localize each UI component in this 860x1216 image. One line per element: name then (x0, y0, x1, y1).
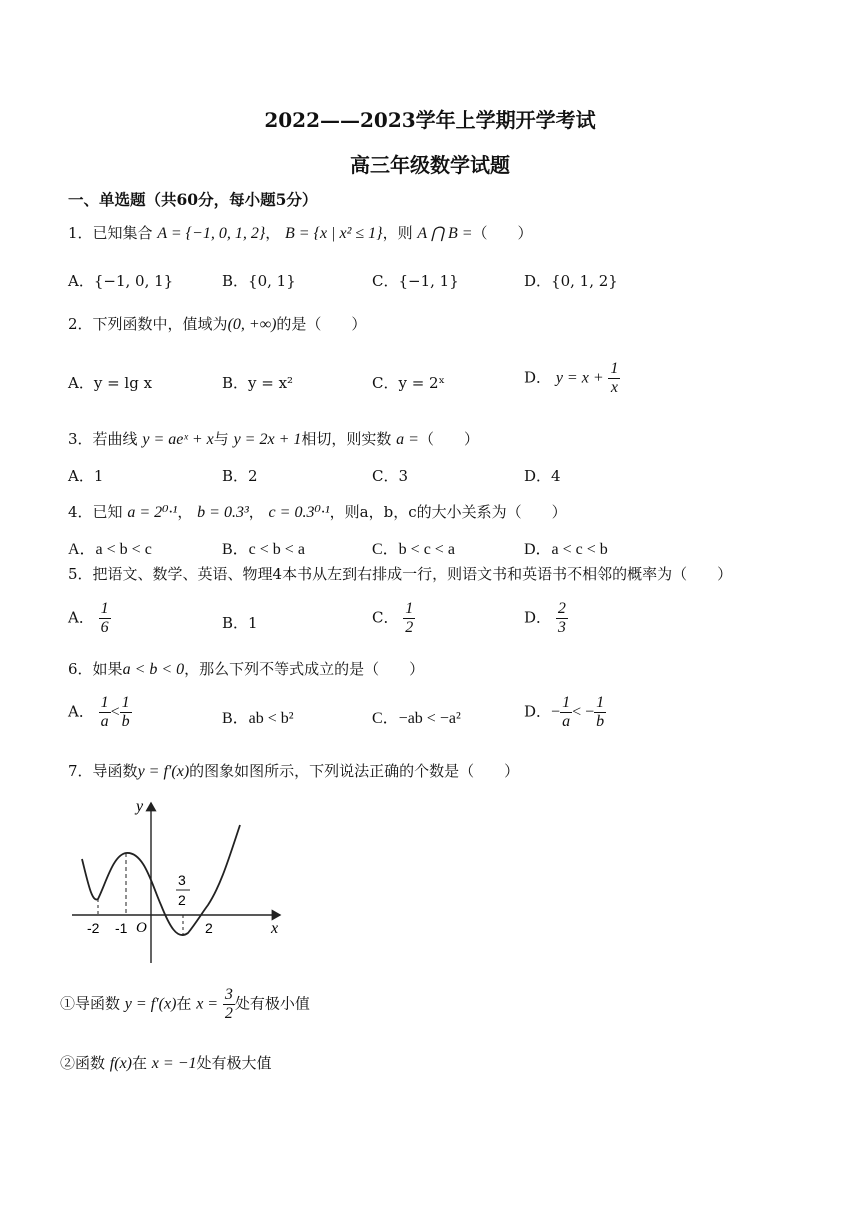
question-number: 4． (68, 503, 93, 521)
tick-label-two: 2 (205, 920, 213, 936)
option-label: D． (524, 368, 552, 387)
answer-paren: （ ） (472, 224, 533, 242)
question-3 (68, 428, 479, 449)
option-a: A．1 (68, 467, 104, 485)
option-c: C．b < c < a (372, 541, 455, 558)
expression: x = −1 (151, 1055, 197, 1072)
fraction-denominator: 2 (178, 892, 186, 908)
curve-expression: y = aeˣ + x (142, 431, 214, 448)
operator: < (110, 703, 120, 721)
option-a (68, 694, 132, 731)
expression-b: b = 0.3³ (197, 504, 249, 521)
expression: x = (196, 995, 219, 1013)
numerator: 3 (224, 986, 233, 1003)
statement-1 (60, 986, 310, 1023)
denominator: a (100, 713, 109, 730)
denominator: a (562, 713, 571, 730)
option-b: B．c < b < a (222, 541, 305, 558)
option-a: A．y = lg x (68, 374, 153, 392)
expression: A ⋂ B = (417, 225, 473, 242)
option-c (372, 600, 415, 637)
fraction (99, 600, 111, 637)
exam-title: 2022——2023学年上学期开学考试 (264, 108, 596, 132)
expression: y = x + (555, 369, 604, 387)
numerator: 2 (557, 600, 566, 617)
option-label: A． (68, 608, 94, 627)
tick-label-minus-one: -1 (115, 920, 128, 936)
expression: a = (396, 431, 419, 448)
denominator: 6 (100, 619, 109, 636)
option-d: D．4 (524, 467, 561, 485)
question-stem: ，那么下列不等式成立的是（ ） (184, 660, 425, 678)
numerator: 1 (121, 694, 130, 711)
x-axis-label: x (271, 920, 279, 937)
option-c: C．3 (372, 467, 409, 485)
connector: 与 (213, 430, 229, 448)
question-stem: 已知集合 (92, 224, 153, 242)
option-c: C．−ab < −a² (372, 710, 461, 727)
separator: ， (177, 503, 193, 521)
expression: y = f′(x) (137, 763, 190, 780)
question-number: 5． (68, 565, 93, 583)
numerator: 1 (100, 600, 109, 617)
expression: f(x) (109, 1055, 132, 1072)
question-1 (68, 222, 533, 243)
option-b: B．1 (222, 614, 258, 632)
answer-paren: （ ） (418, 430, 479, 448)
numerator: 1 (610, 360, 619, 377)
numerator: 1 (562, 694, 571, 711)
question-stem: 的图象如图所示，下列说法正确的个数是（ ） (189, 762, 520, 780)
fraction (120, 694, 132, 731)
question-stem: ，则 (382, 224, 413, 242)
statement-label: ②函数 (60, 1054, 106, 1072)
question-stem: 把语文、数学、英语、物理4本书从左到右排成一行，则语文书和英语书不相邻的概率为（ ） (92, 565, 733, 583)
expression-a: a = 2⁰·¹ (127, 504, 178, 521)
option-c: C．{−1, 1} (372, 272, 459, 290)
statement-label: ①导函数 (60, 994, 121, 1013)
question-stem: 导函数 (92, 762, 138, 780)
separator: ， (265, 224, 281, 242)
denominator: b (121, 713, 130, 730)
option-b: B．{0, 1} (222, 272, 296, 290)
option-d (524, 694, 606, 731)
option-label: A． (68, 702, 94, 721)
option-b: B．2 (222, 467, 258, 485)
fraction (560, 694, 572, 731)
y-axis-label: y (136, 798, 144, 815)
question-number: 3． (68, 430, 93, 448)
question-number: 6． (68, 660, 93, 678)
option-d (524, 600, 568, 637)
fraction (608, 360, 620, 397)
set-a: A = {−1, 0, 1, 2} (157, 225, 266, 242)
option-b: B．ab < b² (222, 710, 294, 727)
question-stem: 的是（ ） (276, 315, 367, 333)
denominator: 2 (224, 1005, 233, 1022)
option-a: A．a < b < c (68, 541, 152, 558)
question-2 (68, 313, 366, 334)
derivative-graph (66, 795, 296, 970)
question-stem: 如果 (92, 660, 123, 678)
denominator: b (596, 713, 605, 730)
fraction-numerator: 3 (178, 872, 186, 888)
statement-tail: 处有极大值 (196, 1054, 272, 1072)
fraction (403, 600, 415, 637)
tick-label-minus-two: -2 (87, 920, 100, 936)
option-d: D．a < c < b (524, 541, 608, 558)
question-stem: 已知 (92, 503, 123, 521)
connector: 在 (176, 994, 192, 1013)
line-expression: y = 2x + 1 (233, 431, 302, 448)
denominator: 2 (405, 619, 414, 636)
statement-tail: 处有极小值 (234, 994, 310, 1013)
expression: y = f′(x) (124, 995, 177, 1013)
origin-label: O (136, 920, 147, 936)
set-b: B = {x | x² ≤ 1} (285, 225, 383, 242)
fraction (594, 694, 606, 731)
section-heading: 一、单选题（共60分，每小题5分） (68, 190, 318, 209)
operator: − (551, 703, 561, 721)
question-6 (68, 658, 424, 679)
denominator: 3 (557, 619, 566, 636)
numerator: 1 (596, 694, 605, 711)
operator: < − (572, 703, 595, 721)
statement-2 (60, 1052, 272, 1073)
option-a (68, 600, 111, 637)
question-number: 2． (68, 315, 93, 333)
question-number: 7． (68, 762, 93, 780)
question-stem: 下列函数中，值域为 (92, 315, 228, 333)
question-number: 1． (68, 224, 93, 242)
option-label: C． (372, 608, 399, 627)
denominator: x (610, 379, 618, 396)
fraction (556, 600, 568, 637)
curve (82, 825, 240, 935)
question-7 (68, 760, 519, 781)
connector: 在 (132, 1054, 148, 1072)
separator: ， (248, 503, 264, 521)
question-stem: 若曲线 (92, 430, 138, 448)
option-label: D． (524, 702, 552, 721)
condition: a < b < 0 (122, 661, 185, 678)
option-d (524, 360, 620, 397)
option-c: C．y = 2ˣ (372, 374, 445, 392)
option-d: D．{0, 1, 2} (524, 272, 618, 290)
exam-subtitle: 高三年级数学试题 (350, 153, 510, 177)
numerator: 1 (100, 694, 109, 711)
fraction (99, 694, 111, 731)
numerator: 1 (405, 600, 414, 617)
option-a: A．{−1, 0, 1} (68, 272, 174, 290)
question-5 (68, 563, 732, 584)
fraction (223, 986, 235, 1023)
option-label: D． (524, 608, 552, 627)
interval: (0, +∞) (227, 316, 277, 333)
question-4 (68, 501, 567, 522)
option-b: B．y = x² (222, 374, 294, 392)
expression-c: c = 0.3⁰·¹ (268, 504, 330, 521)
question-stem: 相切，则实数 (301, 430, 392, 448)
question-stem: ，则a，b，c的大小关系为（ ） (329, 503, 567, 521)
